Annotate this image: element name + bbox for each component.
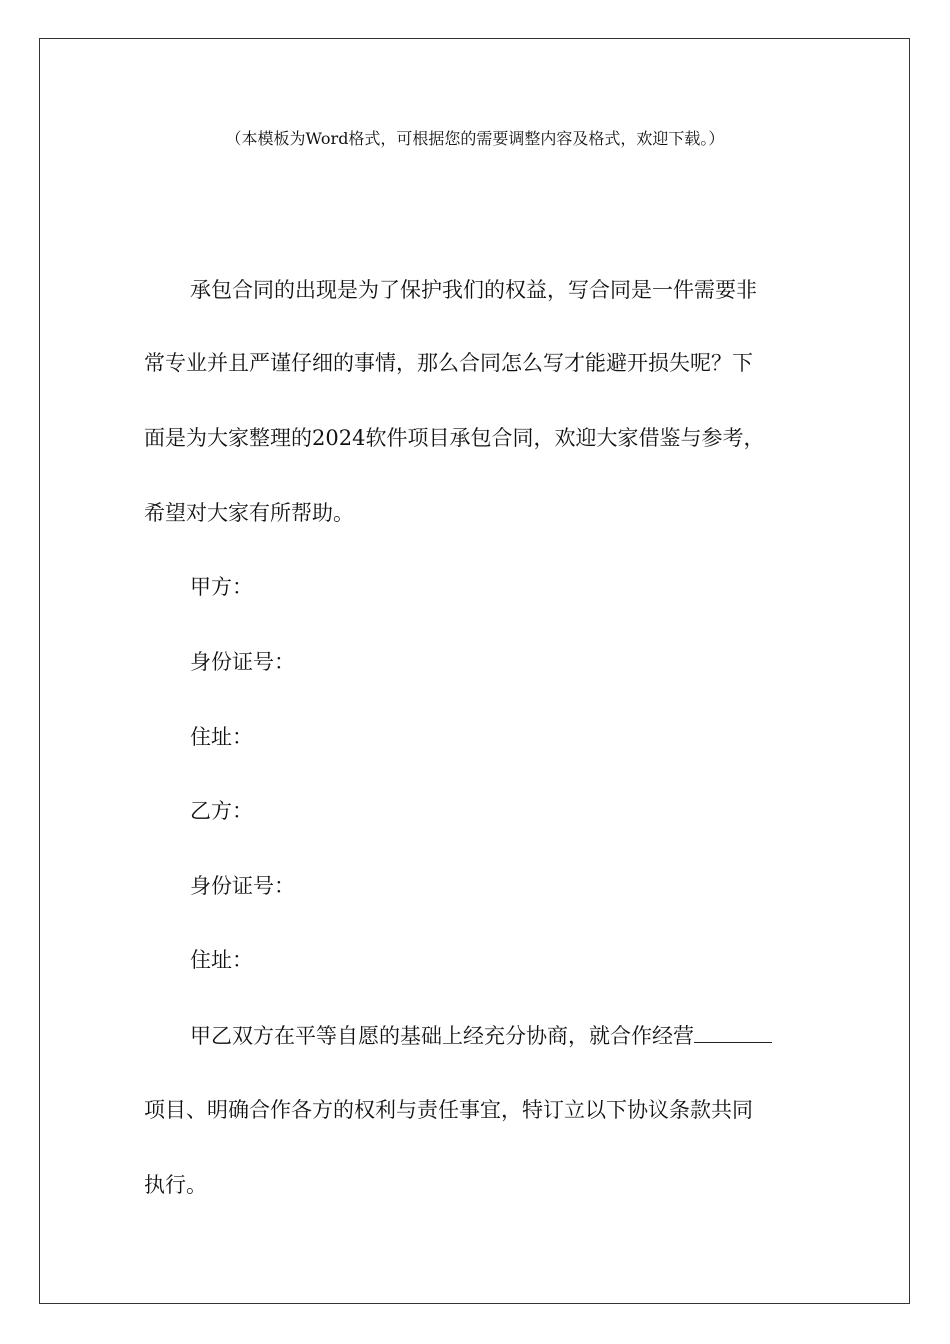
preamble-line-3: 执行。	[144, 1173, 207, 1197]
party-a-address-label: 住址：	[190, 725, 253, 749]
preamble-text-1: 甲乙双方在平等自愿的基础上经充分协商，就合作经营	[190, 1024, 694, 1048]
party-a-label: 甲方：	[190, 575, 253, 599]
intro-line-4: 希望对大家有所帮助。	[144, 501, 354, 525]
intro-line-2: 常专业并且严谨仔细的事情，那么合同怎么写才能避开损失呢？下	[144, 351, 753, 375]
project-name-blank	[694, 1020, 772, 1043]
template-notice: （本模板为Word格式，可根据您的需要调整内容及格式，欢迎下载。）	[225, 129, 725, 148]
preamble-line-2: 项目、明确合作各方的权利与责任事宜，特订立以下协议条款共同	[144, 1098, 753, 1122]
party-b-label: 乙方：	[190, 799, 253, 823]
preamble-line-1	[190, 1020, 772, 1051]
party-b-id-label: 身份证号：	[190, 874, 295, 898]
intro-line-1: 承包合同的出现是为了保护我们的权益，写合同是一件需要非	[190, 278, 757, 302]
party-b-address-label: 住址：	[190, 948, 253, 972]
intro-line-3: 面是为大家整理的2024软件项目承包合同，欢迎大家借鉴与参考，	[144, 426, 765, 450]
party-a-id-label: 身份证号：	[190, 650, 295, 674]
